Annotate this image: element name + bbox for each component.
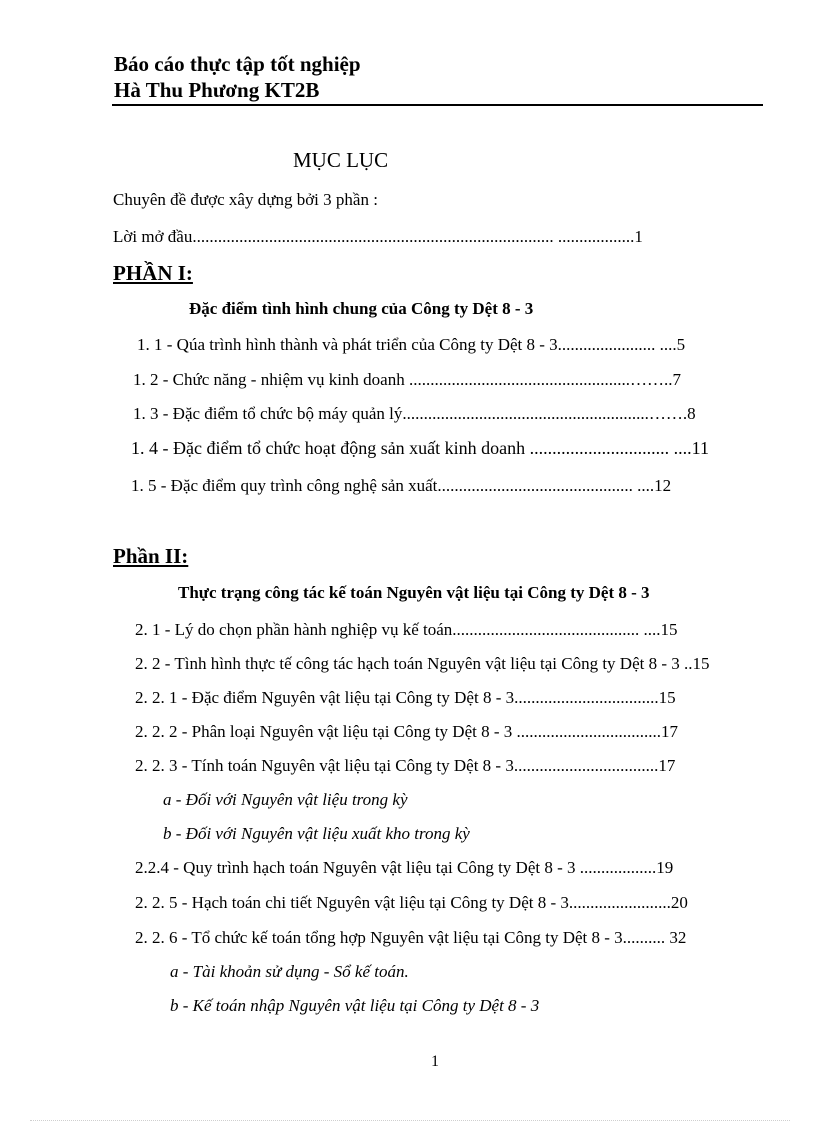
toc-entry: 2. 2. 5 - Hạch toán chi tiết Nguyên vật liệu tại Công ty Dệt 8 - 3........................20 <box>135 893 688 912</box>
header-report-title: Báo cáo thực tập tốt nghiệp <box>114 52 361 76</box>
intro-text: Chuyên đề được xây dựng bởi 3 phần : <box>113 190 378 209</box>
header-author: Hà Thu Phương KT2B <box>114 78 320 102</box>
part1-subtitle: Đặc điểm tình hình chung của Công ty Dệt 8 - 3 <box>189 299 534 318</box>
toc-subentry: b - Kế toán nhập Nguyên vật liệu tại Công ty Dệt 8 - 3 <box>170 996 540 1015</box>
toc-entry: 1. 4 - Đặc điểm tổ chức hoạt động sản xuất kinh doanh ............................... ....11 <box>131 438 709 458</box>
toc-subentry: b - Đối với Nguyên vật liệu xuất kho trong kỳ <box>163 824 470 843</box>
toc-entry: 2. 1 - Lý do chọn phần hành nghiệp vụ kế toán............................................ ....15 <box>135 620 678 639</box>
header-divider <box>112 104 763 106</box>
toc-entry: 1. 5 - Đặc điểm quy trình công nghệ sản xuất.............................................. ....12 <box>131 476 672 495</box>
page-footer-divider <box>30 1120 790 1121</box>
toc-subentry: a - Tài khoản sử dụng - Sổ kế toán. <box>170 962 409 981</box>
toc-entry: 2. 2. 3 - Tính toán Nguyên vật liệu tại Công ty Dệt 8 - 3..................................17 <box>135 756 676 775</box>
toc-entry: 1. 3 - Đặc điểm tổ chức bộ máy quản lý..........................................................…….8 <box>133 404 696 423</box>
page-title: MỤC LỤC <box>293 148 389 172</box>
toc-subentry: a - Đối với Nguyên vật liệu trong kỳ <box>163 790 408 809</box>
part1-heading: PHẦN I: <box>113 261 193 285</box>
part2-heading: Phần II: <box>113 544 189 568</box>
part2-subtitle: Thực trạng công tác kế toán Nguyên vật liệu tại Công ty Dệt 8 - 3 <box>178 583 650 602</box>
toc-entry: 1. 2 - Chức năng - nhiệm vụ kinh doanh ....................................................……..7 <box>133 370 681 389</box>
toc-entry: 2.2.4 - Quy trình hạch toán Nguyên vật liệu tại Công ty Dệt 8 - 3 ..................19 <box>135 858 674 877</box>
toc-entry: 2. 2. 1 - Đặc điểm Nguyên vật liệu tại Công ty Dệt 8 - 3..................................15 <box>135 688 676 707</box>
page-number: 1 <box>431 1053 439 1070</box>
toc-entry: 2. 2 - Tình hình thực tế công tác hạch toán Nguyên vật liệu tại Công ty Dệt 8 - 3 ..15 <box>135 654 710 673</box>
toc-entry: 2. 2. 6 - Tổ chức kế toán tổng hợp Nguyên vật liệu tại Công ty Dệt 8 - 3.......... 32 <box>135 928 687 947</box>
toc-entry: 1. 1 - Qúa trình hình thành và phát triển của Công ty Dệt 8 - 3....................... ....5 <box>137 335 686 354</box>
toc-entry: 2. 2. 2 - Phân loại Nguyên vật liệu tại Công ty Dệt 8 - 3 ..................................17 <box>135 722 678 741</box>
toc-entry-preface: Lời mở đầu..................................................................................... ..................1 <box>113 227 643 246</box>
